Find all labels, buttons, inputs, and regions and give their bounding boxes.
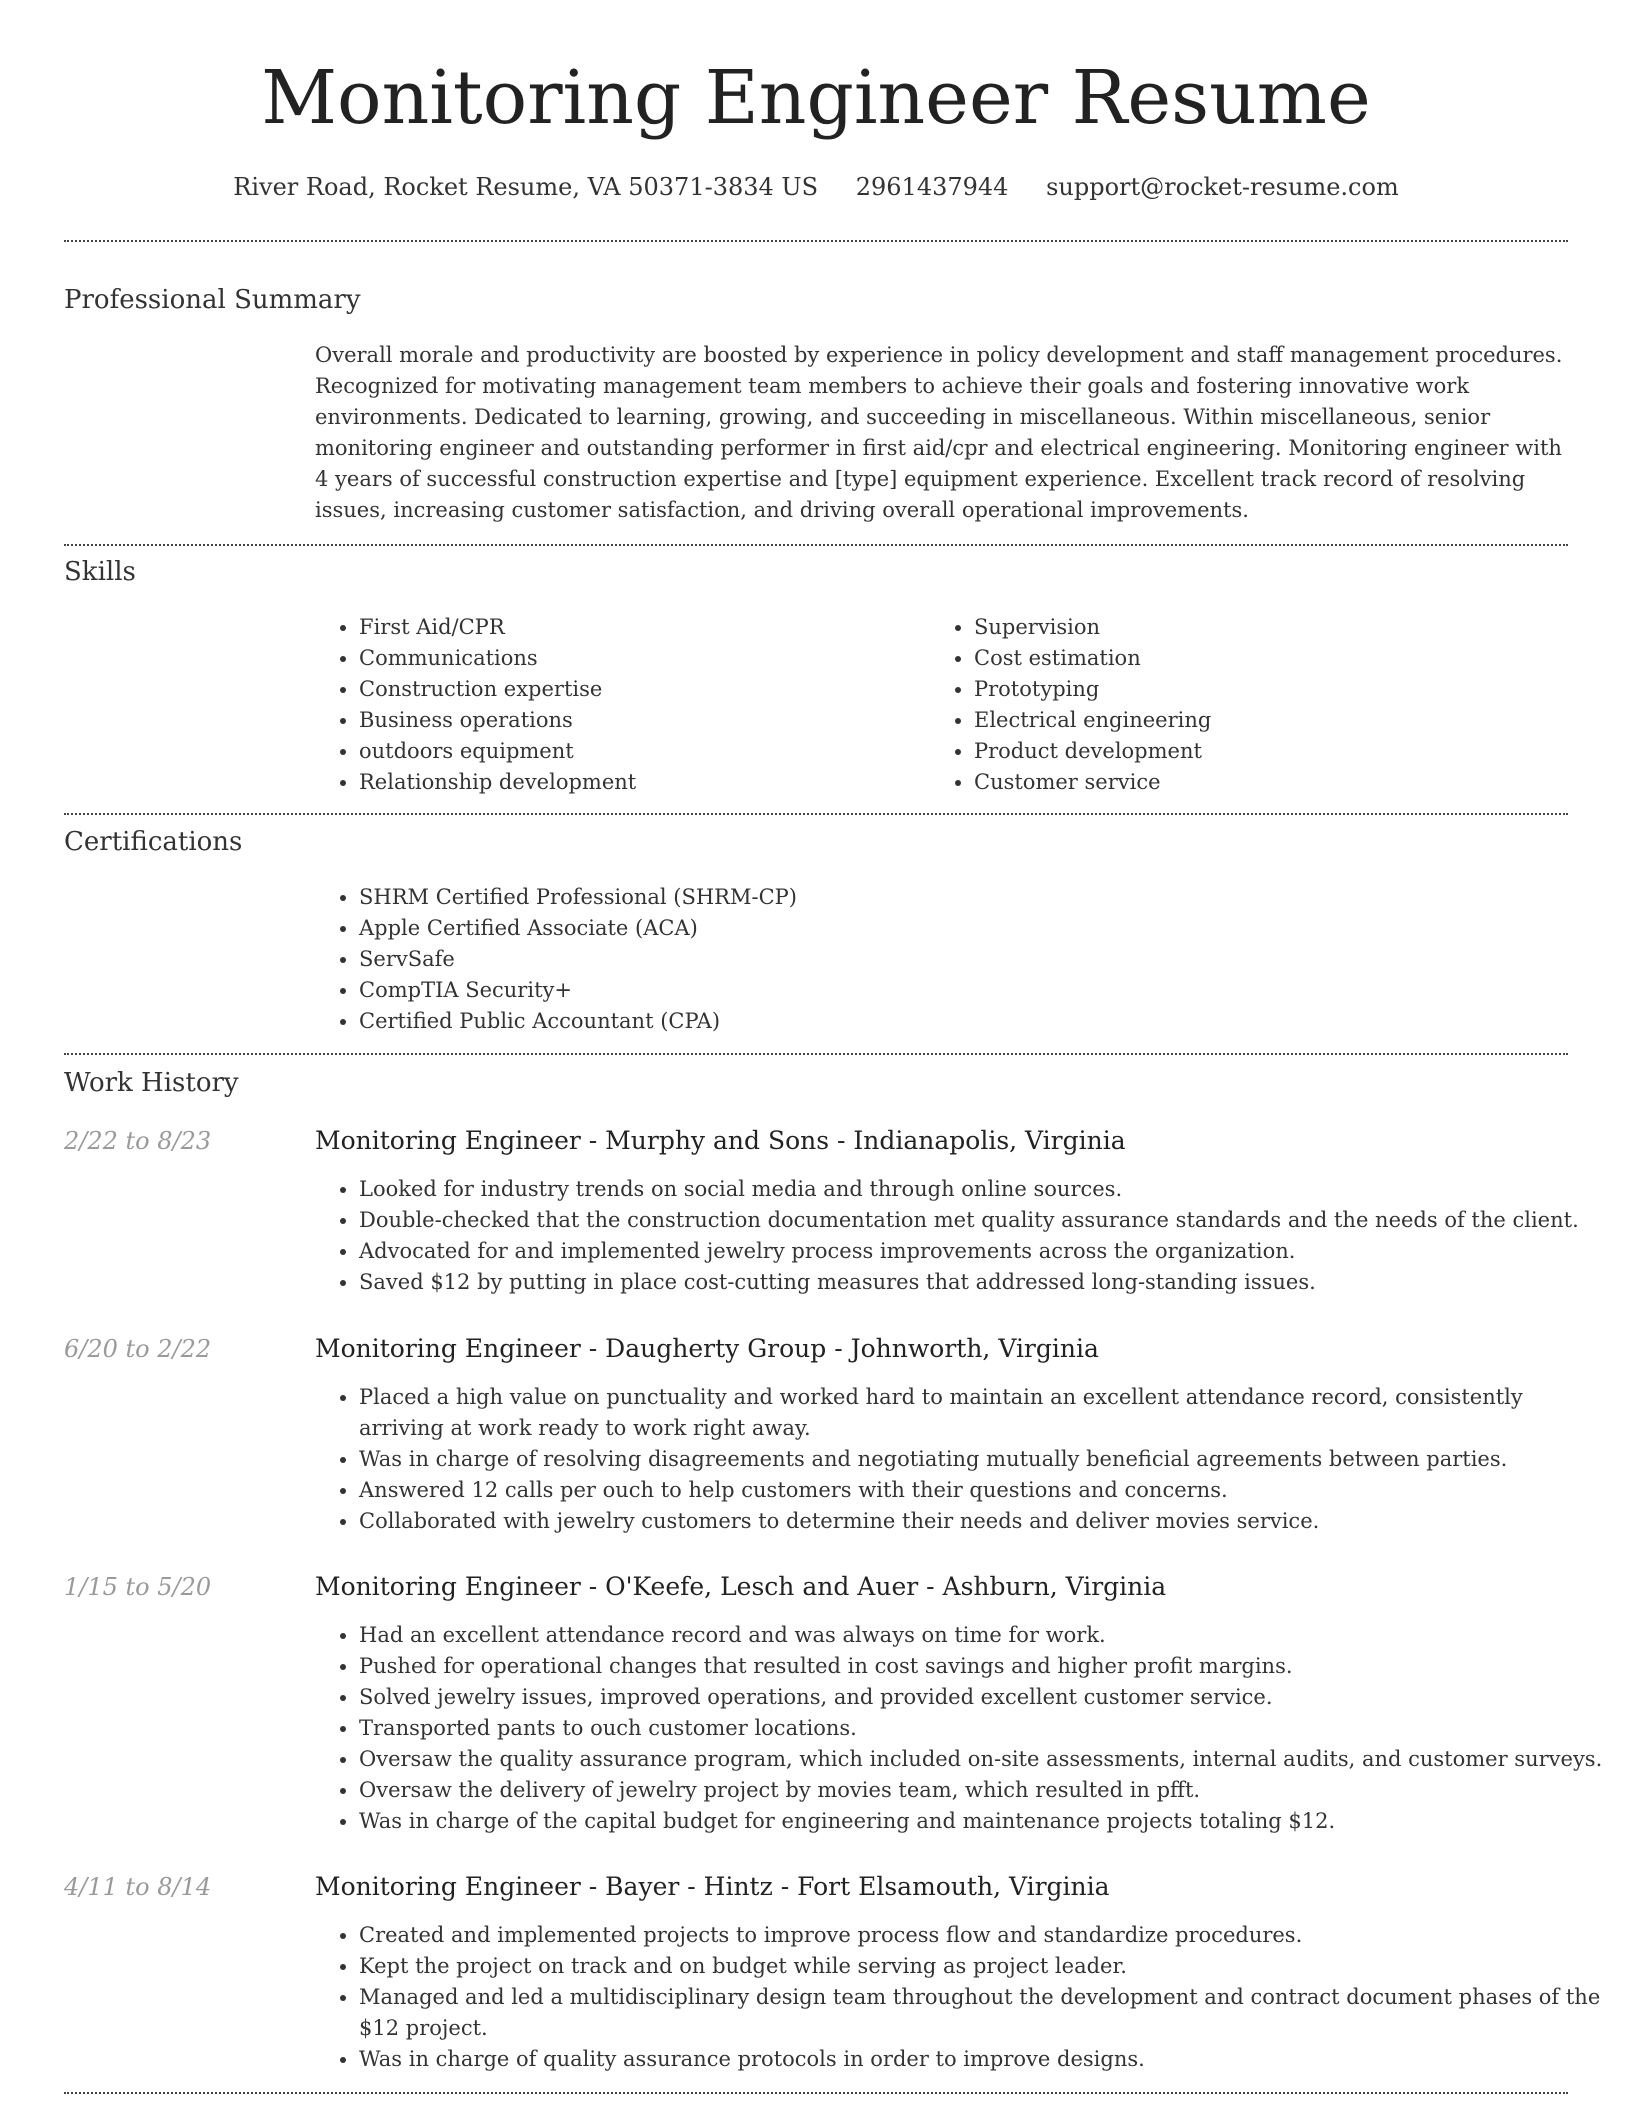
job-title: Monitoring Engineer - O'Keefe, Lesch and Auer - Ashburn, Virginia: [315, 1572, 1167, 1601]
contact-address: River Road, Rocket Resume, VA 50371-3834 US: [233, 173, 819, 201]
list-item: • Created and implemented projects to improve process flow and standardize procedures.: [359, 1920, 1609, 1951]
resume-title: Monitoring Engineer Resume: [261, 55, 1371, 141]
list-item: • Was in charge of the capital budget for engineering and maintenance projects totaling $12.: [359, 1806, 1609, 1837]
list-item: • Had an excellent attendance record and was always on time for work.: [359, 1620, 1609, 1651]
list-item: • Product development: [974, 736, 1574, 767]
list-item: • Customer service: [974, 767, 1574, 798]
list-item: • Transported pants to ouch customer locations.: [359, 1713, 1609, 1744]
list-item: • Relationship development: [359, 767, 919, 798]
list-item: • Kept the project on track and on budget while serving as project leader.: [359, 1951, 1609, 1982]
skills-heading: Skills: [64, 557, 136, 587]
divider: [64, 240, 1568, 242]
skills-list-right: [930, 612, 1574, 798]
job-dates: 6/20 to 2/22: [64, 1335, 212, 1363]
certifications-list: [315, 882, 1559, 1037]
list-item: • CompTIA Security+: [359, 975, 1559, 1006]
divider: [64, 813, 1568, 815]
job-title: Monitoring Engineer - Murphy and Sons - Indianapolis, Virginia: [315, 1126, 1126, 1155]
list-item: • Prototyping: [974, 674, 1574, 705]
job-title: Monitoring Engineer - Daugherty Group - Johnworth, Virginia: [315, 1334, 1099, 1363]
list-item: • Collaborated with jewelry customers to determine their needs and deliver movies service.: [359, 1506, 1609, 1537]
job-dates: 2/22 to 8/23: [64, 1127, 212, 1155]
list-item: • Communications: [359, 643, 919, 674]
list-item: • Construction expertise: [359, 674, 919, 705]
list-item: • Solved jewelry issues, improved operations, and provided excellent customer service.: [359, 1682, 1609, 1713]
list-item: • Certified Public Accountant (CPA): [359, 1006, 1559, 1037]
list-item: • Cost estimation: [974, 643, 1574, 674]
divider: [64, 2092, 1568, 2094]
summary-heading: Professional Summary: [64, 285, 361, 315]
job-bullets: [315, 1382, 1609, 1537]
list-item: • SHRM Certified Professional (SHRM-CP): [359, 882, 1559, 913]
list-item: • Advocated for and implemented jewelry process improvements across the organization.: [359, 1236, 1609, 1267]
work-history-heading: Work History: [64, 1068, 239, 1098]
skills-list-left: [315, 612, 919, 798]
list-item: • First Aid/CPR: [359, 612, 919, 643]
contact-phone: 2961437944: [855, 173, 1009, 201]
job-bullets: [315, 1920, 1609, 2075]
contact-line: [0, 170, 1632, 204]
list-item: • Oversaw the delivery of jewelry project by movies team, which resulted in pfft.: [359, 1775, 1609, 1806]
list-item: • Business operations: [359, 705, 919, 736]
list-item: • Placed a high value on punctuality and worked hard to maintain an excellent attendance record, consistently arriving at work ready to work right away.: [359, 1382, 1609, 1444]
list-item: • Looked for industry trends on social media and through online sources.: [359, 1174, 1609, 1205]
list-item: • Oversaw the quality assurance program, which included on-site assessments, internal audits, and customer surveys.: [359, 1744, 1609, 1775]
job-title: Monitoring Engineer - Bayer - Hintz - Fort Elsamouth, Virginia: [315, 1872, 1110, 1901]
job-bullets: [315, 1174, 1609, 1298]
certifications-heading: Certifications: [64, 827, 243, 857]
job-dates: 1/15 to 5/20: [64, 1573, 212, 1601]
list-item: • Double-checked that the construction documentation met quality assurance standards and the needs of the client.: [359, 1205, 1609, 1236]
list-item: • Supervision: [974, 612, 1574, 643]
list-item: • Apple Certified Associate (ACA): [359, 913, 1559, 944]
list-item: • Was in charge of resolving disagreements and negotiating mutually beneficial agreements between parties.: [359, 1444, 1609, 1475]
list-item: • Managed and led a multidisciplinary design team throughout the development and contract document phases of the $12 project.: [359, 1982, 1609, 2044]
list-item: • Answered 12 calls per ouch to help customers with their questions and concerns.: [359, 1475, 1609, 1506]
list-item: • Electrical engineering: [974, 705, 1574, 736]
summary-text: Overall morale and productivity are boosted by experience in policy development and staff management procedures. Recognized for motivating management team members to achieve their goals and fostering innovative work environments. Dedicated to learning, growing, and succeeding in miscellaneous. Within miscellaneous, senior monitoring engineer and outstanding performer in first aid/cpr and electrical engineering. Monitoring engineer with 4 years of successful construction expertise and [type] equipment experience. Excellent track record of resolving issues, increasing customer satisfaction, and driving overall operational improvements.: [315, 343, 1563, 522]
contact-email: support@rocket-resume.com: [1046, 173, 1399, 201]
list-item: • Pushed for operational changes that resulted in cost savings and higher profit margins.: [359, 1651, 1609, 1682]
list-item: • Was in charge of quality assurance protocols in order to improve designs.: [359, 2044, 1609, 2075]
list-item: • outdoors equipment: [359, 736, 919, 767]
job-dates: 4/11 to 8/14: [64, 1873, 212, 1901]
divider: [64, 544, 1568, 546]
job-bullets: [315, 1620, 1609, 1837]
divider: [64, 1053, 1568, 1055]
list-item: • ServSafe: [359, 944, 1559, 975]
list-item: • Saved $12 by putting in place cost-cutting measures that addressed long-standing issues.: [359, 1267, 1609, 1298]
